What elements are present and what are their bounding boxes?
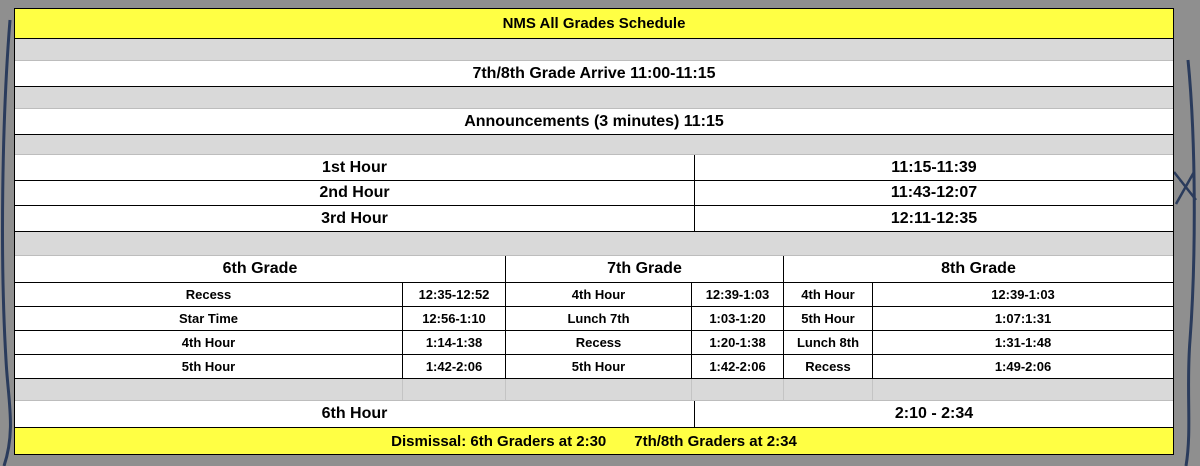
- grade-6-period: 5th Hour: [15, 355, 403, 378]
- grade-6-time: 1:14-1:38: [403, 331, 506, 354]
- grade-7-period: Lunch 7th: [506, 307, 692, 330]
- hour-time: 11:15-11:39: [891, 158, 977, 176]
- grade-row: [15, 331, 1173, 355]
- grade-8-time: 1:07:1:31: [994, 311, 1052, 326]
- grade-8-period: 5th Hour: [784, 307, 873, 330]
- hour-row: [15, 181, 1173, 206]
- hour-time: 11:43-12:07: [890, 184, 978, 201]
- announcements-row: Announcements (3 minutes) 11:15: [15, 109, 1173, 135]
- grade-6-period: Recess: [15, 283, 403, 306]
- hour-name: 1st Hour: [15, 155, 695, 180]
- grade-6-time: 12:35-12:52: [403, 283, 506, 306]
- hour-name: 2nd Hour: [15, 181, 695, 205]
- spacer-row: [15, 87, 1173, 109]
- schedule-title: NMS All Grades Schedule: [15, 9, 1173, 39]
- grade-row: [15, 355, 1173, 379]
- grade-6-period: 4th Hour: [15, 331, 403, 354]
- spacer-row: [15, 39, 1173, 61]
- dismissal-row: [15, 428, 1173, 454]
- dismissal-7th-8th: 7th/8th Graders at 2:34: [634, 432, 797, 450]
- grade-row: [15, 283, 1173, 307]
- hour-time: 12:11-12:35: [890, 209, 978, 227]
- schedule-table: [14, 8, 1174, 455]
- grade-8-time: 1:31-1:48: [994, 335, 1052, 350]
- grade-8-time: 12:39-1:03: [991, 287, 1055, 302]
- grade-6-header: 6th Grade: [15, 256, 506, 282]
- grade-8-period: Recess: [784, 355, 873, 378]
- grade-8-header: 8th Grade: [941, 260, 1016, 277]
- hour-row: [15, 206, 1173, 232]
- hour-row: [15, 155, 1173, 181]
- grade-7-time: 1:42-2:06: [692, 355, 784, 378]
- grade-header-row: [15, 256, 1173, 283]
- grade-7-period: 5th Hour: [506, 355, 692, 378]
- spacer-row: [15, 135, 1173, 155]
- spacer-row: [15, 379, 1173, 401]
- grade-7-header: 7th Grade: [506, 256, 784, 282]
- sixth-hour-time: 2:10 - 2:34: [894, 405, 974, 422]
- arrival-row: 7th/8th Grade Arrive 11:00-11:15: [15, 61, 1173, 87]
- hour-name: 3rd Hour: [15, 206, 695, 231]
- grade-7-time: 12:39-1:03: [692, 283, 784, 306]
- sixth-hour-row: [15, 401, 1173, 428]
- grade-8-period: 4th Hour: [784, 283, 873, 306]
- sixth-hour-name: 6th Hour: [15, 401, 695, 427]
- grade-8-time: 1:49-2:06: [994, 359, 1052, 374]
- grade-6-time: 12:56-1:10: [403, 307, 506, 330]
- grade-row: [15, 307, 1173, 331]
- grade-7-time: 1:03-1:20: [692, 307, 784, 330]
- spacer-row: [15, 232, 1173, 256]
- grade-8-period: Lunch 8th: [784, 331, 873, 354]
- dismissal-6th: Dismissal: 6th Graders at 2:30: [391, 432, 607, 450]
- grade-7-time: 1:20-1:38: [692, 331, 784, 354]
- grade-7-period: Recess: [506, 331, 692, 354]
- grade-6-period: Star Time: [15, 307, 403, 330]
- grade-6-time: 1:42-2:06: [403, 355, 506, 378]
- grade-7-period: 4th Hour: [506, 283, 692, 306]
